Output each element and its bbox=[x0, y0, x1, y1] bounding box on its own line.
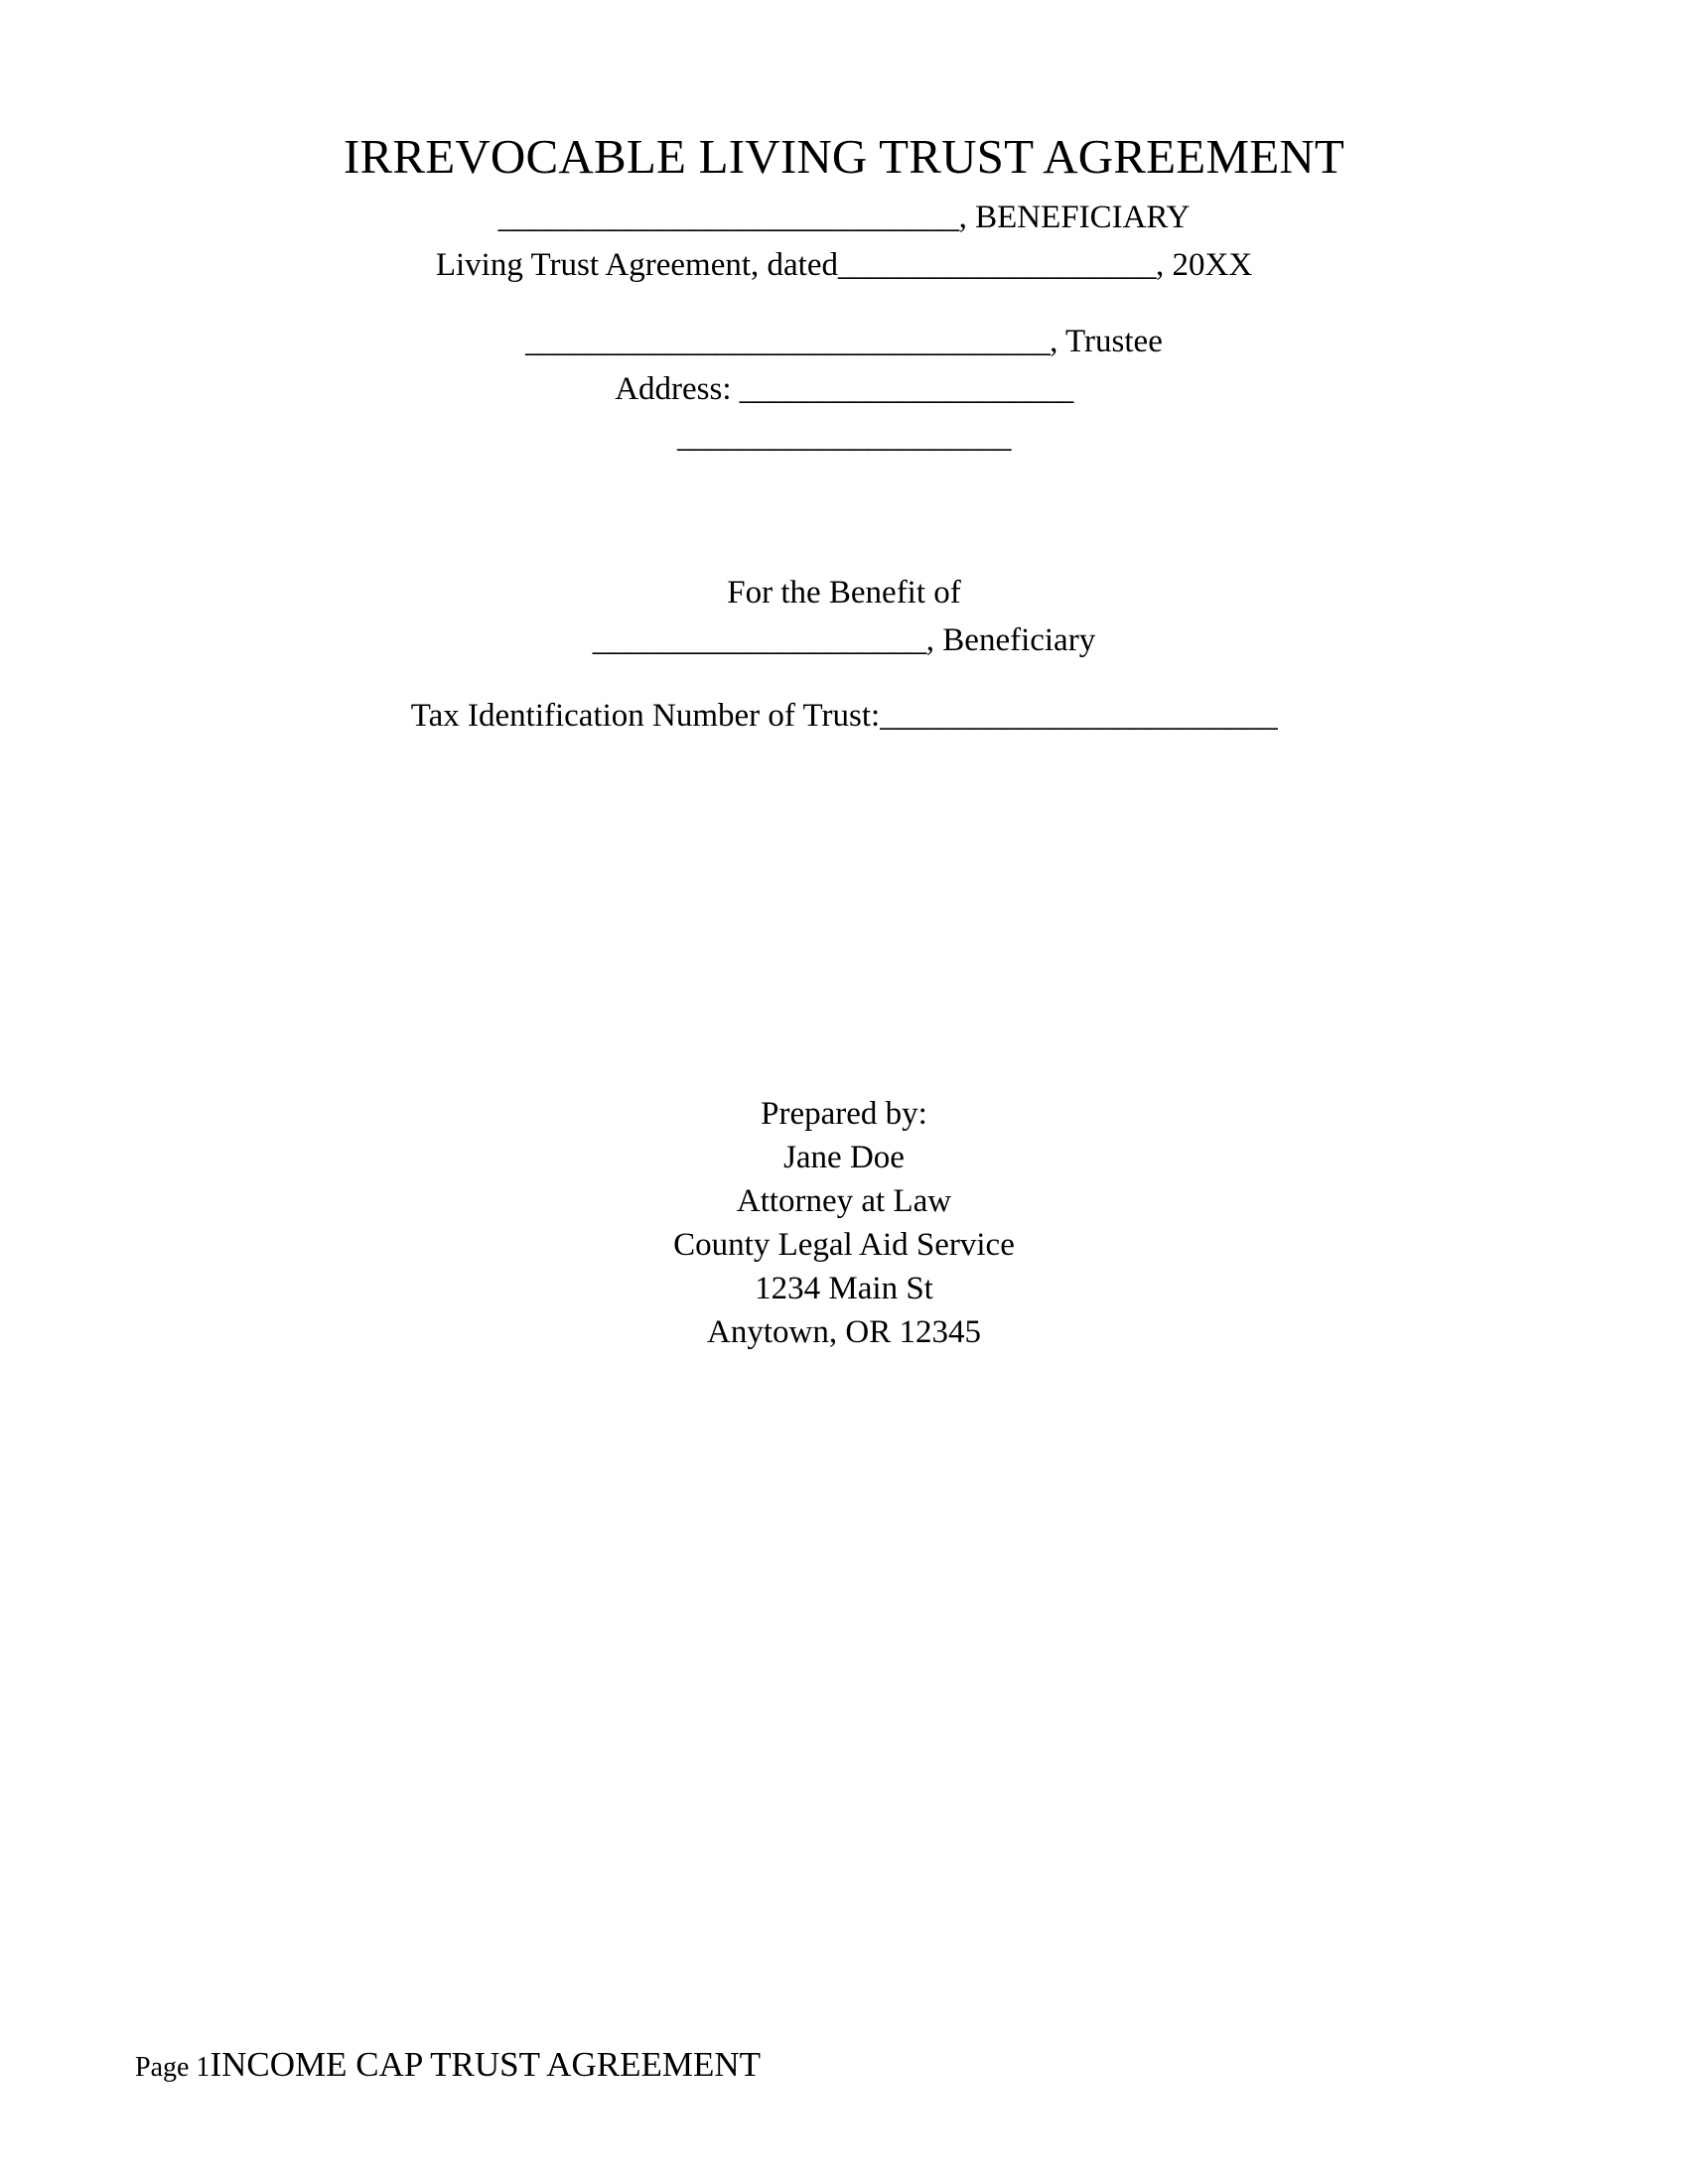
prepared-by-label: Prepared by: bbox=[761, 1096, 927, 1132]
trustee-name-line bbox=[0, 323, 1688, 361]
trust-dated-prefix: Living Trust Agreement, dated bbox=[435, 247, 838, 283]
page-footer bbox=[135, 2045, 761, 2085]
trustee-role-label: , Trustee bbox=[1050, 324, 1163, 359]
trust-date-blank[interactable]: ____________________ bbox=[837, 247, 1156, 283]
preparer-street-address: 1234 Main St bbox=[755, 1271, 933, 1306]
trust-year-suffix: , 20XX bbox=[1155, 247, 1253, 283]
for-the-benefit-of-text: For the Benefit of bbox=[727, 575, 961, 611]
tin-blank[interactable]: _________________________ bbox=[880, 698, 1278, 734]
tax-identification-number-line bbox=[0, 697, 1688, 736]
for-the-benefit-of-heading bbox=[0, 574, 1688, 613]
trust-dated-line bbox=[0, 246, 1688, 285]
trustee-name-blank[interactable]: _________________________________ bbox=[525, 324, 1051, 359]
beneficiary-name-blank[interactable]: _____________________________ bbox=[497, 200, 959, 235]
preparer-name: Jane Doe bbox=[783, 1140, 905, 1175]
prepared-by-block bbox=[0, 1092, 1688, 1354]
preparer-title: Attorney at Law bbox=[736, 1183, 952, 1219]
beneficiary-role-label: , BENEFICIARY bbox=[958, 200, 1191, 235]
preparer-organization: County Legal Aid Service bbox=[673, 1227, 1015, 1263]
benefit-beneficiary-blank[interactable]: _____________________ bbox=[592, 622, 926, 658]
preparer-city-state-zip: Anytown, OR 12345 bbox=[707, 1314, 981, 1350]
page-title: IRREVOCABLE LIVING TRUST AGREEMENT bbox=[343, 129, 1345, 184]
beneficiary-name-line bbox=[0, 199, 1688, 237]
address-label: Address: bbox=[615, 371, 740, 407]
address-blank-1[interactable]: _____________________ bbox=[739, 371, 1073, 407]
trustee-address-line-1 bbox=[0, 370, 1688, 409]
benefit-beneficiary-line bbox=[0, 621, 1688, 660]
tin-label: Tax Identification Number of Trust: bbox=[410, 698, 881, 734]
footer-document-title: INCOME CAP TRUST AGREEMENT bbox=[210, 2045, 761, 2084]
address-blank-2[interactable]: _____________________ bbox=[677, 419, 1011, 455]
footer-page-number: Page 1 bbox=[135, 2052, 211, 2083]
benefit-beneficiary-label: , Beneficiary bbox=[925, 622, 1096, 658]
trustee-address-line-2 bbox=[0, 418, 1688, 457]
